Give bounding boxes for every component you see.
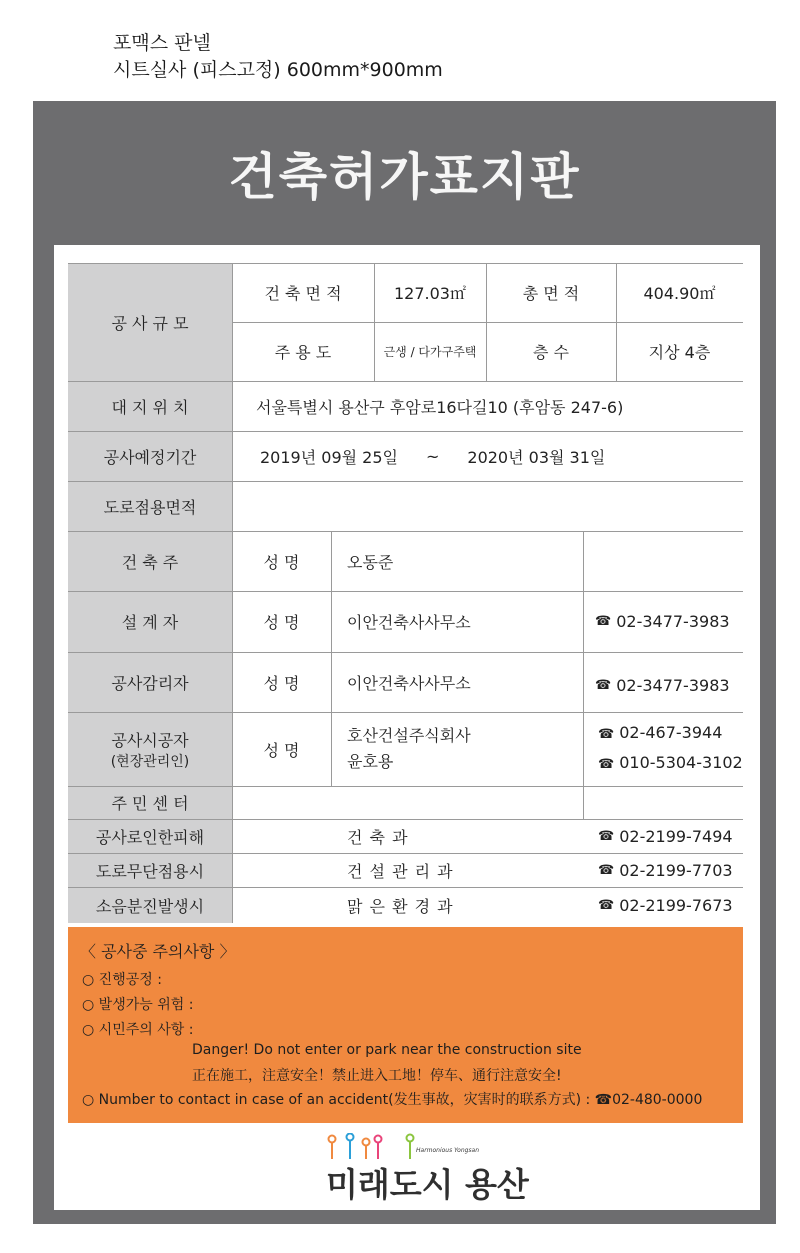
period-label: 공사예정기간 [68,431,232,481]
grid-line [232,322,743,323]
grid-line [68,652,743,653]
telephone-icon: ☎ [598,757,615,772]
contractor-phones [598,712,743,786]
noise-phone [598,887,743,923]
contractor-phone-number: 02-467-3944 [619,723,723,742]
grid-line [486,263,487,381]
designer-value: 이안건축사사무소 [347,613,471,632]
road-use-dept: 건 설 관 리 과 [347,861,454,881]
grid-line [583,531,584,819]
notice-item-progress: ○ 진행공정 : [82,972,162,988]
sign-panel [54,245,760,1210]
period-end: 2020년 03월 31일 [467,447,606,467]
total-area-label: 총 면 적 [522,284,580,303]
logo-subtitle: Harmonious Yongsan [416,1147,480,1154]
telephone-icon: ☎ [598,828,615,844]
damage-label: 공사로인한피해 [68,819,232,853]
notice-item-caution: ○ 시민주의 사항 : [82,1022,194,1038]
floors-label: 층 수 [533,343,569,362]
danger-english: Danger! Do not enter or park near the construction site [192,1042,582,1058]
floors-value: 지상 4층 [648,343,711,362]
caption-line1: 포맥스 판넬 [113,32,211,54]
center-label: 주 민 센 터 [68,786,232,819]
supervisor-phone-number: 02-3477-3983 [616,675,730,695]
noise-phone-number: 02-2199-7673 [619,895,733,915]
info-table [68,263,743,923]
damage-phone-number: 02-2199-7494 [619,826,733,846]
supervisor-label: 공사감리자 [68,652,232,712]
grid-line [68,263,743,264]
manager-phone-number: 010-5304-3102 [619,753,743,772]
grid-line [68,786,743,787]
contractor-name-label: 성 명 [263,740,300,760]
grid-line [68,712,743,713]
building-area-label: 건 축 면 적 [264,284,342,303]
period-start: 2019년 09월 25일 [260,447,398,467]
road-use-phone [598,853,743,887]
use-value: 근생 / 다가구주택 [383,345,477,359]
site-manager: 윤호용 [347,752,394,771]
road-use-phone-number: 02-2199-7703 [619,860,733,880]
owner-label: 건 축 주 [68,531,232,591]
danger-chinese: 正在施工，注意安全！禁止进入工地！停车、通行注意安全! [192,1068,562,1084]
owner-value: 오동준 [347,552,394,572]
yongsan-logo [326,1133,529,1204]
telephone-icon: ☎ [595,614,612,629]
contractor-label [68,712,232,786]
damage-dept: 건 축 과 [347,827,409,847]
contractor-label-main: 공사시공자 [111,730,189,750]
grid-line [68,887,743,888]
noise-dept: 맑 은 환 경 과 [347,896,454,916]
grid-line [68,431,743,432]
scale-label: 공 사 규 모 [68,263,232,381]
telephone-icon: ☎ [598,862,615,878]
notice-title: 〈 공사중 주의사항 〉 [80,942,236,961]
contractor-value [347,712,583,786]
caption-line2: 시트실사 (피스고정) 600mm*900mm [113,59,443,81]
supervisor-name-label: 성 명 [263,673,300,693]
noise-label: 소음분진발생시 [68,887,232,923]
grid-line [68,381,743,382]
designer-name-label: 성 명 [263,613,300,632]
grid-line [331,531,332,786]
grid-line [68,531,743,532]
grid-line [616,263,617,381]
grid-line [68,853,743,854]
manager-phone [598,749,743,779]
supervisor-value: 이안건축사사무소 [347,673,471,693]
road-area-label: 도로점용면적 [68,481,232,531]
contractor-phone [598,719,722,749]
telephone-icon: ☎ [598,727,615,742]
use-label: 주 용 도 [274,343,332,362]
grid-line [232,263,233,923]
grid-line [68,591,743,592]
owner-name-label: 성 명 [263,552,300,572]
sign-title: 건축허가표지판 [228,148,581,206]
site-value: 서울특별시 용산구 후암로16다길10 (후암동 247-6) [256,397,624,417]
supervisor-phone [595,652,743,712]
road-use-label: 도로무단점용시 [68,853,232,887]
total-area-value: 404.90㎡ [643,284,716,303]
contractor-label-sub: (현장관리인) [110,753,190,770]
telephone-icon: ☎ [595,677,612,693]
notice-item-risk: ○ 발생가능 위험 : [82,997,194,1013]
damage-phone [598,819,743,853]
caption [113,30,443,84]
telephone-icon: ☎ [598,897,615,913]
grid-line [374,263,375,381]
contractor-company: 호산건설주식회사 [347,726,471,745]
grid-line [68,819,743,820]
period-separator: ~ [425,446,440,466]
emergency-contact: ○ Number to contact in case of an accident(发生事故，灾害时的联系方式) : ☎02-480-0000 [82,1092,703,1108]
period-value [260,431,743,481]
grid-line [68,481,743,482]
designer-label: 설 계 자 [68,591,232,652]
sign-frame [33,101,776,1224]
site-label: 대 지 위 치 [68,381,232,431]
building-area-value: 127.03㎡ [394,284,466,303]
logo-name: 미래도시 용산 [326,1165,529,1204]
caution-notice [68,927,743,1123]
designer-phone [595,591,743,652]
designer-phone-number: 02-3477-3983 [616,612,730,631]
